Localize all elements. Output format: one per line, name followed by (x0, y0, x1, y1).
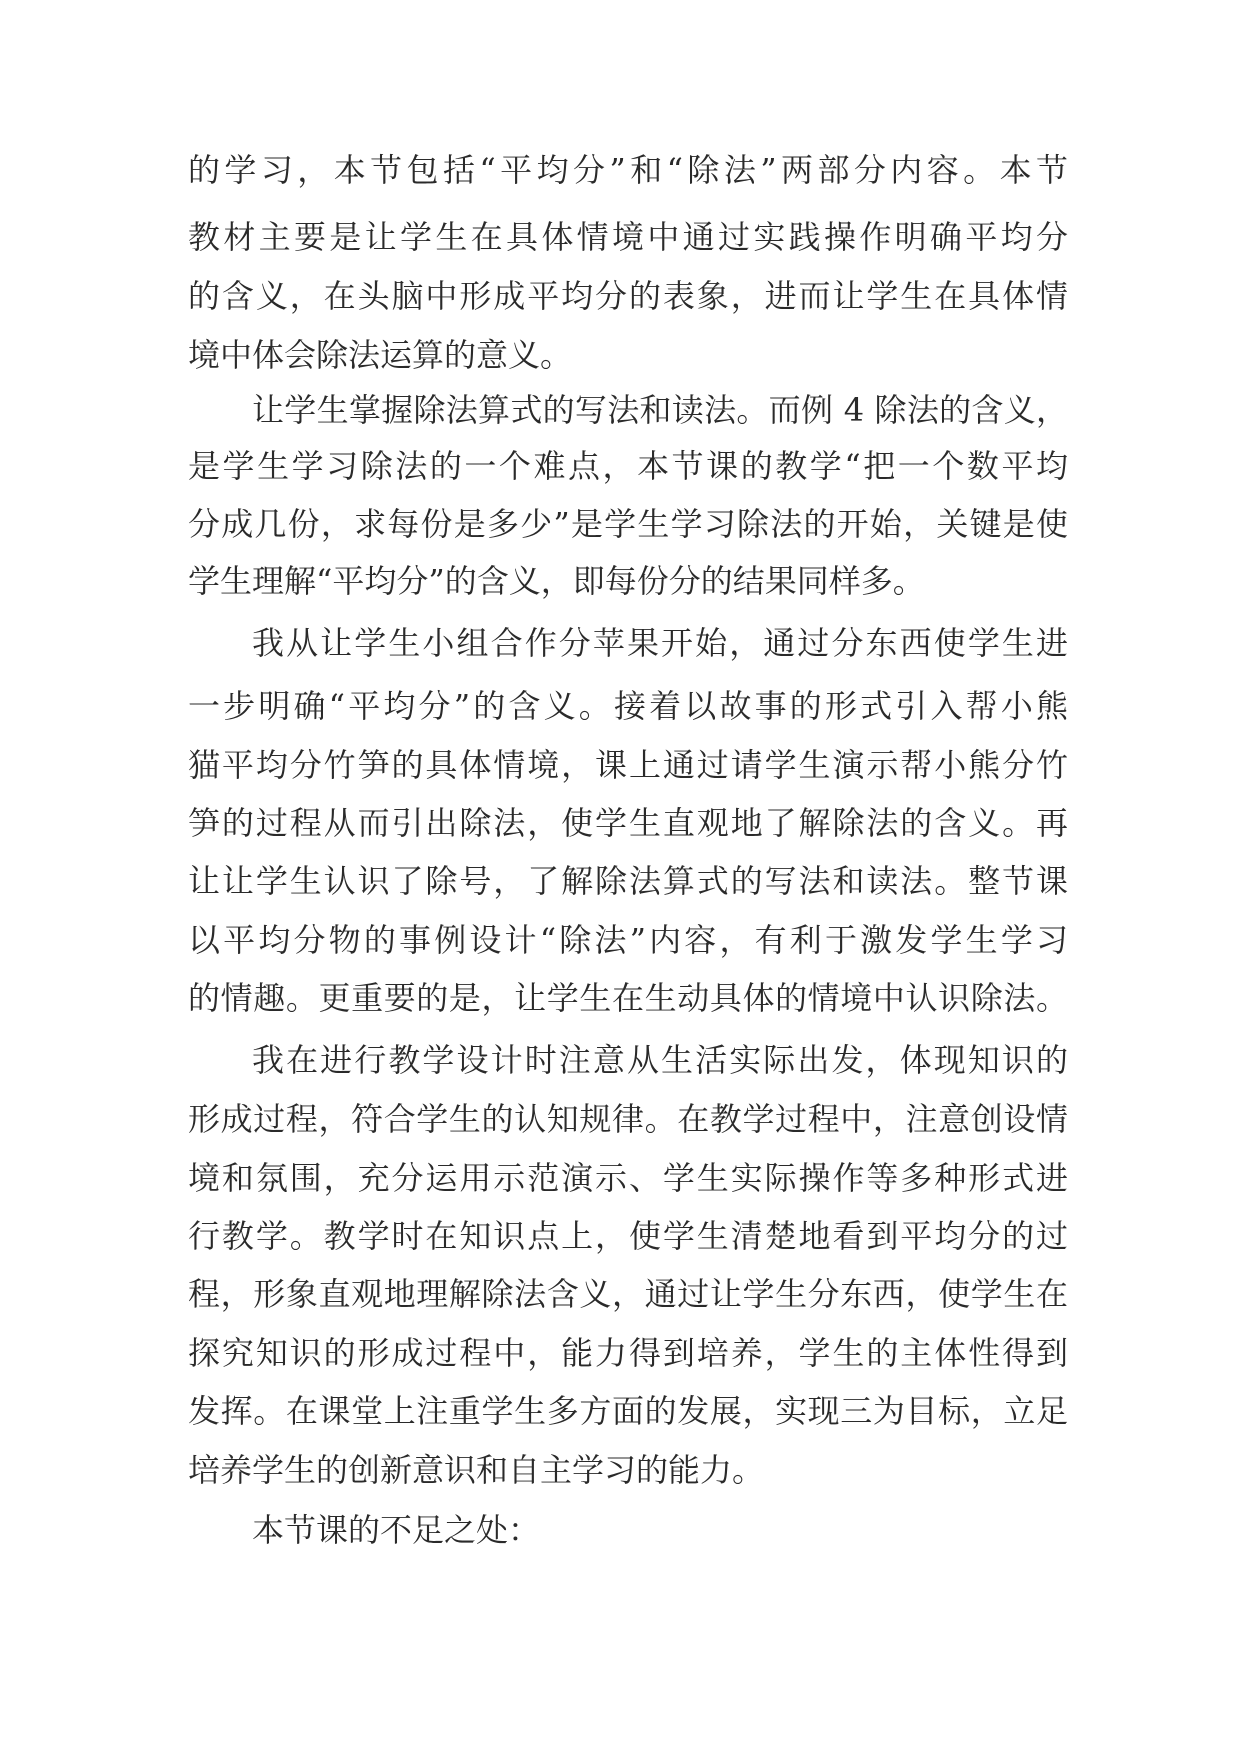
paragraph-1-line-2: 教材主要是让学生在具体情境中通过实践操作明确平均分 (188, 218, 1068, 256)
paragraph-2-line-1: 让学生掌握除法算式的写法和读法。而例 4 除法的含义， (252, 391, 1068, 429)
paragraph-4-line-7: 发挥。在课堂上注重学生多方面的发展，实现三为目标，立足 (188, 1392, 1068, 1430)
paragraph-1-line-4: 境中体会除法运算的意义。 (188, 336, 573, 374)
paragraph-2-line-2: 是学生学习除法的一个难点，本节课的教学“把一个数平均 (188, 447, 1068, 485)
paragraph-4-line-5: 程，形象直观地理解除法含义，通过让学生分东西，使学生在 (188, 1275, 1068, 1313)
paragraph-3-line-6: 以平均分物的事例设计“除法”内容，有利于激发学生学习 (188, 921, 1068, 959)
paragraph-4-line-2: 形成过程，符合学生的认知规律。在教学过程中，注意创设情 (188, 1100, 1068, 1138)
paragraph-4-line-6: 探究知识的形成过程中，能力得到培养，学生的主体性得到 (188, 1334, 1068, 1372)
paragraph-2-line-3: 分成几份，求每份是多少”是学生学习除法的开始，关键是使 (188, 505, 1068, 543)
paragraph-3-line-2: 一步明确“平均分”的含义。接着以故事的形式引入帮小熊 (188, 687, 1068, 725)
paragraph-3-line-1: 我从让学生小组合作分苹果开始，通过分东西使学生进 (252, 624, 1068, 662)
paragraph-3-line-4: 笋的过程从而引出除法，使学生直观地了解除法的含义。再 (188, 804, 1068, 842)
paragraph-4-line-4: 行教学。教学时在知识点上，使学生清楚地看到平均分的过 (188, 1217, 1068, 1255)
paragraph-4-line-8: 培养学生的创新意识和自主学习的能力。 (188, 1451, 765, 1489)
paragraph-1-line-3: 的含义，在头脑中形成平均分的表象，进而让学生在具体情 (188, 277, 1068, 315)
paragraph-2-line-4: 学生理解“平均分”的含义，即每份分的结果同样多。 (188, 562, 925, 600)
paragraph-1-line-1: 的学习，本节包括“平均分”和“除法”两部分内容。本节 (188, 151, 1068, 189)
paragraph-3-line-5: 让让学生认识了除号，了解除法算式的写法和读法。整节课 (188, 862, 1068, 900)
paragraph-3-line-7: 的情趣。更重要的是，让学生在生动具体的情境中认识除法。 (188, 979, 1068, 1017)
paragraph-4-line-3: 境和氛围，充分运用示范演示、学生实际操作等多种形式进 (188, 1159, 1068, 1197)
paragraph-5-line-1: 本节课的不足之处： (252, 1511, 541, 1549)
paragraph-3-line-3: 猫平均分竹笋的具体情境，课上通过请学生演示帮小熊分竹 (188, 746, 1068, 784)
paragraph-4-line-1: 我在进行教学设计时注意从生活实际出发，体现知识的 (252, 1041, 1068, 1079)
